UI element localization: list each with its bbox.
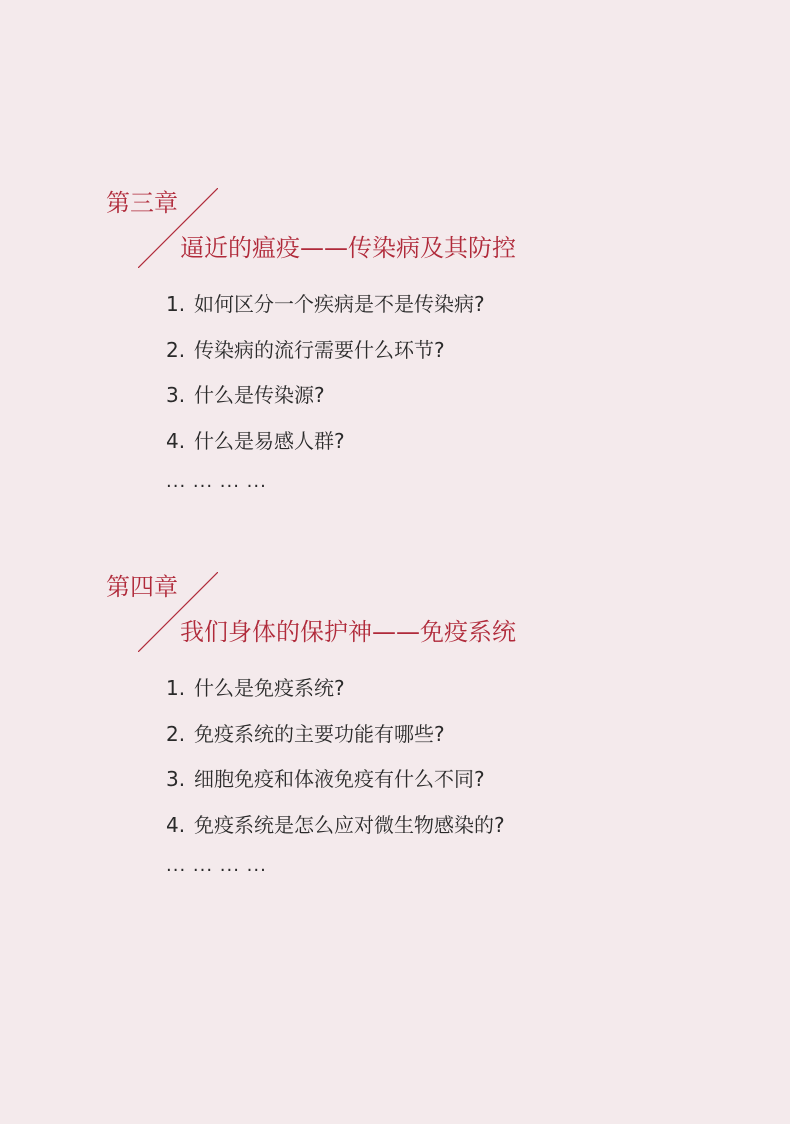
item-number: 2. [166,337,186,362]
chapter-label: 第三章 [106,189,178,217]
item-text: 如何区分一个疾病是不是传染病? [194,292,485,316]
question-list [166,674,505,876]
item-number: 1. [166,292,186,316]
chapter-title: 我们身体的保护神——免疫系统 [180,618,516,646]
item-number: 3. [166,767,186,791]
chapter-title: 逼近的瘟疫——传染病及其防控 [180,234,516,262]
item-text: 免疫系统是怎么应对微生物感染的? [194,812,505,837]
question-list [166,290,485,492]
list-item [166,427,485,473]
list-item [166,674,505,720]
item-text: 传染病的流行需要什么环节? [194,337,445,362]
ellipsis-more: ... ... ... ... [166,855,267,876]
list-item [166,336,485,382]
ellipsis-more: ... ... ... ... [166,471,267,492]
item-number: 1. [166,676,186,700]
item-text: 什么是传染源? [194,383,325,407]
list-item [166,290,485,336]
item-text: 细胞免疫和体液免疫有什么不同? [194,767,485,791]
item-number: 3. [166,383,186,407]
list-item [166,381,485,427]
list-item [166,811,505,857]
item-text: 什么是易感人群? [194,428,345,453]
item-number: 4. [166,812,186,837]
item-number: 4. [166,428,186,453]
item-number: 2. [166,721,186,746]
chapter-label: 第四章 [106,573,178,601]
item-text: 免疫系统的主要功能有哪些? [194,721,445,746]
list-item [166,720,505,766]
item-text: 什么是免疫系统? [194,676,345,700]
list-item [166,765,505,811]
